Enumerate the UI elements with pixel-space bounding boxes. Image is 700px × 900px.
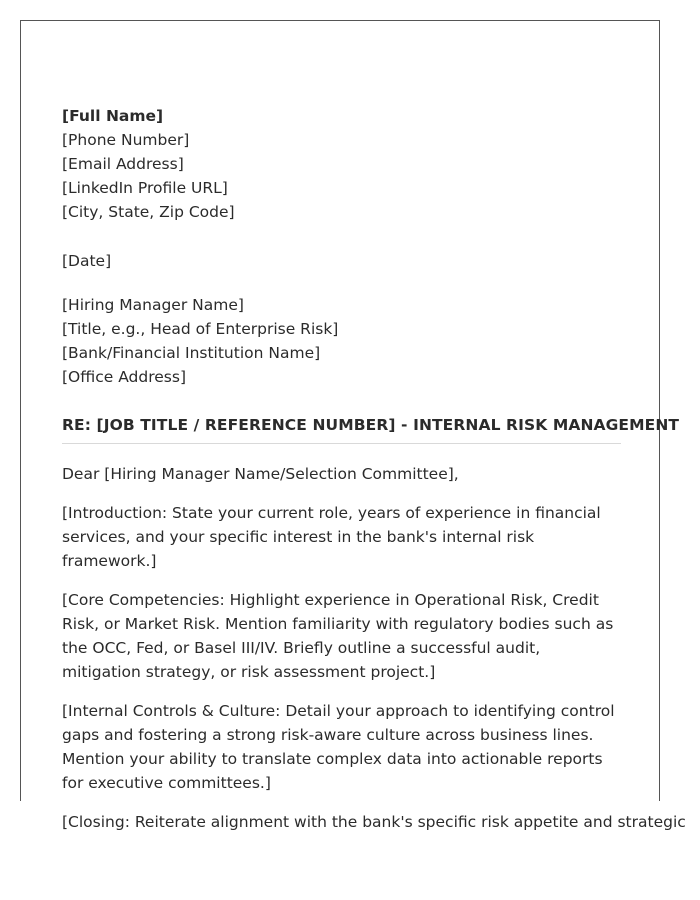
salutation: Dear [Hiring Manager Name/Selection Committee], — [62, 465, 459, 483]
paragraph-closing: [Closing: Reiterate alignment with the bank's specific risk appetite and strategic — [62, 813, 686, 831]
subject-line: RE: [JOB TITLE / REFERENCE NUMBER] - INTERNAL RISK MANAGEMENT — [62, 413, 621, 444]
paragraph-internal-controls: [Internal Controls & Culture: Detail your approach to identifying control gaps and fostering a strong risk-aware culture across business lines. Mention your ability to translate complex data into actionable reports for executive committees.] — [62, 702, 615, 792]
sender-email: [Email Address] — [62, 155, 184, 173]
spacer — [62, 389, 621, 414]
spacer — [62, 444, 621, 462]
recipient-name: [Hiring Manager Name] — [62, 295, 244, 314]
recipient-address: [Office Address] — [62, 367, 186, 386]
recipient-title: [Title, e.g., Head of Enterprise Risk] — [62, 319, 339, 338]
letter-date: [Date] — [62, 251, 112, 270]
paragraph-core-competencies: [Core Competencies: Highlight experience in Operational Risk, Credit Risk, or Market Risk. Mention familiarity with regulatory bodies such as the OCC, Fed, or Basel III/IV. Briefly outline a successful audit, mitigation strategy, or risk assessment project.] — [62, 591, 614, 681]
recipient-block — [62, 293, 621, 389]
letter-page — [20, 20, 686, 831]
letter-content — [62, 104, 686, 849]
spacer — [62, 224, 621, 249]
sender-phone: [Phone Number] — [62, 131, 190, 149]
paragraph-introduction: [Introduction: State your current role, years of experience in financial services, and your specific interest in the bank's internal risk framework.] — [62, 504, 601, 570]
sender-location: [City, State, Zip Code] — [62, 203, 235, 221]
sender-full-name: [Full Name] — [62, 107, 164, 125]
sender-block — [62, 104, 621, 224]
spacer — [62, 273, 621, 293]
sender-linkedin: [LinkedIn Profile URL] — [62, 179, 228, 197]
recipient-institution: [Bank/Financial Institution Name] — [62, 343, 321, 362]
